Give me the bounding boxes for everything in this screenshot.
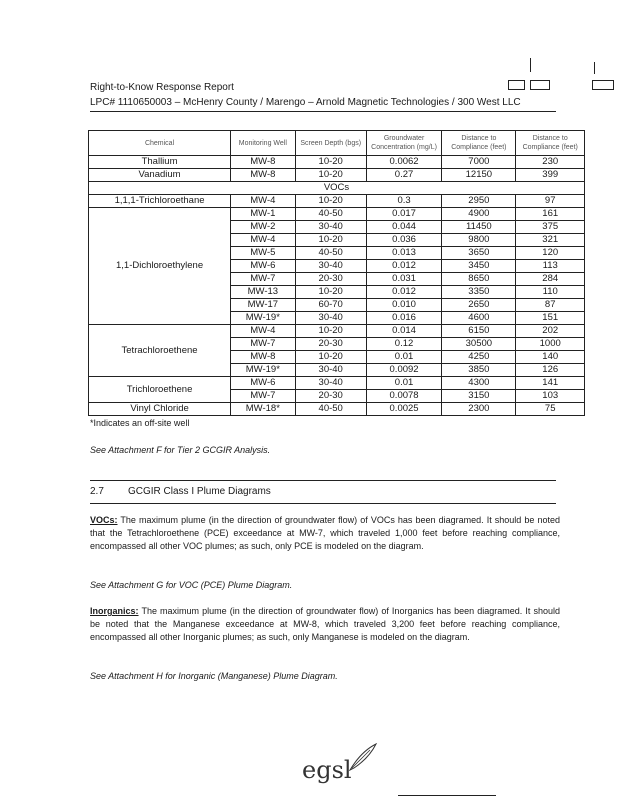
cell-conc: 0.27 bbox=[366, 169, 441, 182]
col-header: Screen Depth (bgs) bbox=[295, 131, 366, 156]
cell-dist-ft: 3150 bbox=[442, 390, 516, 403]
feather-icon bbox=[348, 742, 378, 772]
cell-dist-ft: 9800 bbox=[442, 234, 516, 247]
section-title: GCGIR Class I Plume Diagrams bbox=[128, 486, 271, 497]
cell-chemical: 1,1-Dichloroethylene bbox=[89, 208, 231, 325]
col-header: Distance to Compliance (feet) bbox=[516, 131, 585, 156]
cell-well: MW-17 bbox=[231, 299, 295, 312]
cell-depth: 60-70 bbox=[295, 299, 366, 312]
inorganics-label: Inorganics: bbox=[90, 606, 139, 616]
cell-well: MW-8 bbox=[231, 156, 295, 169]
cell-depth: 10-20 bbox=[295, 169, 366, 182]
cell-conc: 0.031 bbox=[366, 273, 441, 286]
cell-well: MW-4 bbox=[231, 325, 295, 338]
cell-dist-ft: 7000 bbox=[442, 156, 516, 169]
cell-conc: 0.0062 bbox=[366, 156, 441, 169]
table-row bbox=[89, 377, 585, 390]
cell-depth: 10-20 bbox=[295, 286, 366, 299]
cell-dist-m: 140 bbox=[516, 351, 585, 364]
cell-depth: 40-50 bbox=[295, 247, 366, 260]
cell-depth: 10-20 bbox=[295, 325, 366, 338]
cell-dist-m: 103 bbox=[516, 390, 585, 403]
cell-conc: 0.010 bbox=[366, 299, 441, 312]
footnote: *Indicates an off-site well bbox=[90, 418, 190, 428]
section-number: 2.7 bbox=[90, 486, 104, 497]
cell-conc: 0.013 bbox=[366, 247, 441, 260]
cell-dist-ft: 3450 bbox=[442, 260, 516, 273]
cell-well: MW-19* bbox=[231, 312, 295, 325]
vocs-label: VOCs: bbox=[90, 515, 118, 525]
cell-dist-ft: 30500 bbox=[442, 338, 516, 351]
cell-chemical: Tetrachloroethene bbox=[89, 325, 231, 377]
cell-depth: 20-30 bbox=[295, 273, 366, 286]
cell-depth: 20-30 bbox=[295, 338, 366, 351]
cell-chemical: 1,1,1-Trichloroethane bbox=[89, 195, 231, 208]
cell-dist-m: 321 bbox=[516, 234, 585, 247]
attachment-h-note: See Attachment H for Inorganic (Manganese) Plume Diagram. bbox=[90, 671, 338, 681]
cell-conc: 0.017 bbox=[366, 208, 441, 221]
section-row-vocs bbox=[89, 182, 585, 195]
footer-rule bbox=[398, 795, 496, 796]
cell-depth: 40-50 bbox=[295, 208, 366, 221]
cell-depth: 10-20 bbox=[295, 195, 366, 208]
cell-well: MW-18* bbox=[231, 403, 295, 416]
cell-conc: 0.3 bbox=[366, 195, 441, 208]
cell-well: MW-7 bbox=[231, 273, 295, 286]
cell-dist-m: 120 bbox=[516, 247, 585, 260]
table-row bbox=[89, 169, 585, 182]
table-row bbox=[89, 403, 585, 416]
cell-depth: 40-50 bbox=[295, 403, 366, 416]
cell-dist-m: 399 bbox=[516, 169, 585, 182]
report-title: Right-to-Know Response Report bbox=[90, 82, 234, 93]
table-header-row bbox=[89, 131, 585, 156]
cell-depth: 30-40 bbox=[295, 364, 366, 377]
section-heading bbox=[90, 486, 271, 497]
cell-dist-m: 141 bbox=[516, 377, 585, 390]
cell-chemical: Thallium bbox=[89, 156, 231, 169]
cell-dist-m: 87 bbox=[516, 299, 585, 312]
cell-chemical: Vanadium bbox=[89, 169, 231, 182]
cell-well: MW-8 bbox=[231, 351, 295, 364]
cell-depth: 10-20 bbox=[295, 234, 366, 247]
concentration-table bbox=[88, 130, 585, 416]
report-subtitle: LPC# 1110650003 – McHenry County / Marengo – Arnold Magnetic Technologies / 300 West LLC bbox=[90, 97, 521, 108]
inorganics-paragraph bbox=[90, 605, 560, 645]
cell-dist-ft: 3650 bbox=[442, 247, 516, 260]
cell-dist-m: 284 bbox=[516, 273, 585, 286]
cell-well: MW-7 bbox=[231, 338, 295, 351]
cell-dist-m: 230 bbox=[516, 156, 585, 169]
cell-well: MW-2 bbox=[231, 221, 295, 234]
cell-depth: 30-40 bbox=[295, 221, 366, 234]
cell-dist-ft: 2650 bbox=[442, 299, 516, 312]
cell-well: MW-4 bbox=[231, 234, 295, 247]
cell-depth: 20-30 bbox=[295, 390, 366, 403]
cell-well: MW-6 bbox=[231, 377, 295, 390]
cell-dist-ft: 3350 bbox=[442, 286, 516, 299]
section-rule-bottom bbox=[90, 503, 556, 504]
cell-conc: 0.014 bbox=[366, 325, 441, 338]
cell-dist-m: 161 bbox=[516, 208, 585, 221]
company-logo bbox=[302, 756, 352, 784]
attachment-g-note: See Attachment G for VOC (PCE) Plume Diagram. bbox=[90, 580, 293, 590]
col-header: Monitoring Well bbox=[231, 131, 295, 156]
cell-dist-ft: 3850 bbox=[442, 364, 516, 377]
cell-dist-ft: 4900 bbox=[442, 208, 516, 221]
cell-conc: 0.12 bbox=[366, 338, 441, 351]
cell-dist-m: 97 bbox=[516, 195, 585, 208]
cell-conc: 0.0092 bbox=[366, 364, 441, 377]
cell-conc: 0.01 bbox=[366, 377, 441, 390]
cell-conc: 0.036 bbox=[366, 234, 441, 247]
cell-depth: 30-40 bbox=[295, 377, 366, 390]
cell-conc: 0.016 bbox=[366, 312, 441, 325]
cell-conc: 0.0025 bbox=[366, 403, 441, 416]
table-row bbox=[89, 325, 585, 338]
inorganics-text: The maximum plume (in the direction of groundwater flow) of Inorganics has been diagramed. It should be noted that the Manganese exceedance at MW-8, which traveled 3,200 feet before reaching compliance, encompassed all other Inorganic plumes; as such, only Manganese is modeled on the diagram. bbox=[90, 606, 560, 643]
cell-dist-m: 113 bbox=[516, 260, 585, 273]
cell-dist-ft: 4250 bbox=[442, 351, 516, 364]
cell-chemical: Vinyl Chloride bbox=[89, 403, 231, 416]
vocs-paragraph bbox=[90, 514, 560, 554]
table-row bbox=[89, 156, 585, 169]
cell-conc: 0.0078 bbox=[366, 390, 441, 403]
cell-dist-ft: 6150 bbox=[442, 325, 516, 338]
cell-depth: 30-40 bbox=[295, 260, 366, 273]
voc-label: VOCs bbox=[89, 182, 585, 195]
cell-dist-m: 126 bbox=[516, 364, 585, 377]
header-rule bbox=[90, 111, 556, 112]
cell-well: MW-6 bbox=[231, 260, 295, 273]
cell-dist-ft: 11450 bbox=[442, 221, 516, 234]
col-header: Groundwater Concentration (mg/L) bbox=[366, 131, 441, 156]
table-row bbox=[89, 195, 585, 208]
cell-dist-m: 110 bbox=[516, 286, 585, 299]
attachment-f-note: See Attachment F for Tier 2 GCGIR Analysis. bbox=[90, 445, 271, 455]
cell-depth: 10-20 bbox=[295, 156, 366, 169]
cell-dist-m: 75 bbox=[516, 403, 585, 416]
cell-dist-ft: 4300 bbox=[442, 377, 516, 390]
cell-conc: 0.01 bbox=[366, 351, 441, 364]
cell-well: MW-7 bbox=[231, 390, 295, 403]
cell-depth: 10-20 bbox=[295, 351, 366, 364]
section-rule-top bbox=[90, 480, 556, 481]
cell-dist-ft: 2950 bbox=[442, 195, 516, 208]
cell-well: MW-8 bbox=[231, 169, 295, 182]
col-header: Distance to Compliance (feet) bbox=[442, 131, 516, 156]
logo-text: egsl bbox=[302, 756, 352, 784]
cell-conc: 0.012 bbox=[366, 260, 441, 273]
cell-well: MW-19* bbox=[231, 364, 295, 377]
cell-dist-m: 1000 bbox=[516, 338, 585, 351]
table-row bbox=[89, 208, 585, 221]
cell-dist-ft: 12150 bbox=[442, 169, 516, 182]
cell-dist-m: 151 bbox=[516, 312, 585, 325]
cell-well: MW-4 bbox=[231, 195, 295, 208]
cell-dist-ft: 8650 bbox=[442, 273, 516, 286]
cell-conc: 0.012 bbox=[366, 286, 441, 299]
cell-well: MW-13 bbox=[231, 286, 295, 299]
cell-conc: 0.044 bbox=[366, 221, 441, 234]
cell-well: MW-5 bbox=[231, 247, 295, 260]
col-header: Chemical bbox=[89, 131, 231, 156]
cell-dist-ft: 2300 bbox=[442, 403, 516, 416]
cell-chemical: Trichloroethene bbox=[89, 377, 231, 403]
cell-well: MW-1 bbox=[231, 208, 295, 221]
vocs-text: The maximum plume (in the direction of groundwater flow) of VOCs has been diagramed. It should be noted that the Tetrachloroethene (PCE) exceedance at MW-7, which traveled 1,000 feet before reaching compliance, encompassed all other VOC plumes; as such, only PCE is modeled on the diagram. bbox=[90, 515, 560, 552]
cell-dist-m: 375 bbox=[516, 221, 585, 234]
cell-dist-m: 202 bbox=[516, 325, 585, 338]
cell-depth: 30-40 bbox=[295, 312, 366, 325]
cell-dist-ft: 4600 bbox=[442, 312, 516, 325]
